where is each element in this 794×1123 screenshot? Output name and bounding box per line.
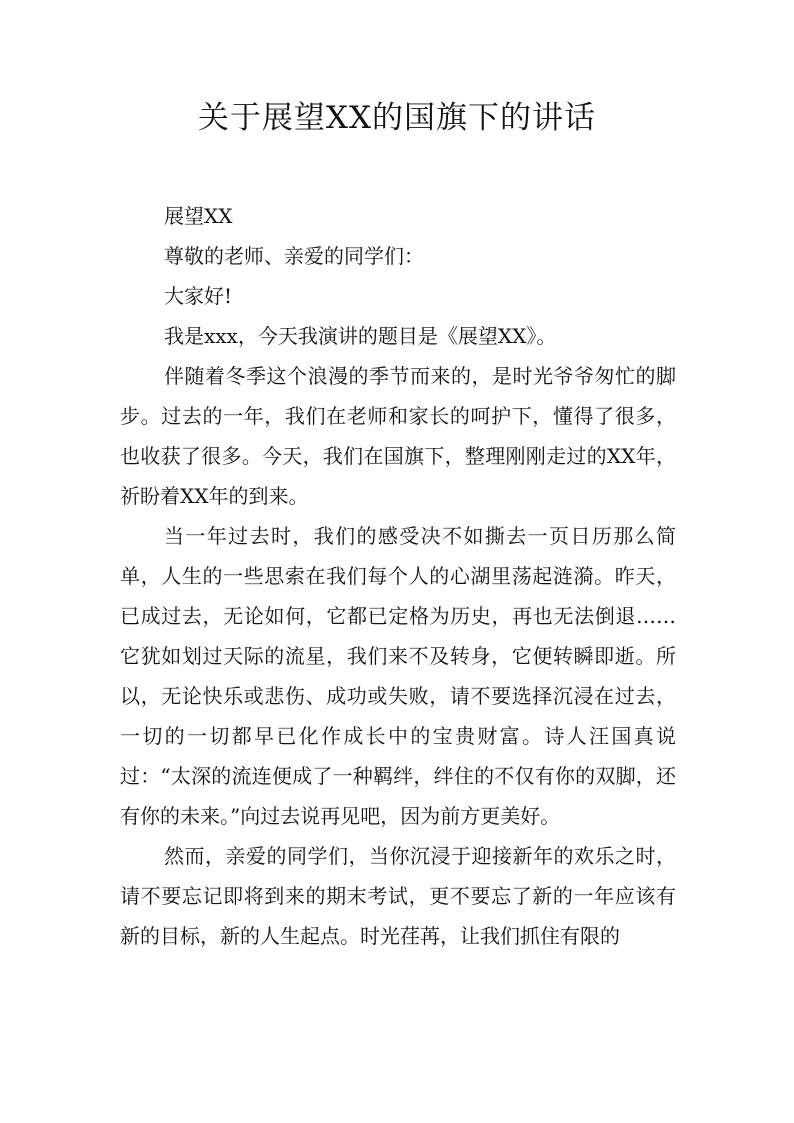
paragraph-heading: 展望XX	[164, 204, 233, 228]
paragraph-body-2: 当一年过去时，我们的感受决不如撕去一页日历那么简单，人生的一些思索在我们每个人的心湖里荡起涟漪。昨天，已成过去，无论如何，它都已定格为历史，再也无法倒退……它犹如划过天际的流星，我们来不及转身，它便转瞬即逝。所以，无论快乐或悲伤、成功或失败，请不要选择沉浸在过去，一切的一切都早已化作成长中的宝贵财富。诗人汪国真说过：“太深的流连便成了一种羁绊，绊住的不仅有你的双脚，还有你的未来。”向过去说再见吧，因为前方更美好。	[120, 524, 676, 828]
paragraph-body-1: 伴随着冬季这个浪漫的季节而来的，是时光爷爷匆忙的脚步。过去的一年，我们在老师和家长的呵护下，懂得了很多，也收获了很多。今天，我们在国旗下，整理刚刚走过的XX年，祈盼着XX年的到来。	[120, 364, 676, 508]
paragraph-salutation: 尊敬的老师、亲爱的同学们：	[164, 244, 424, 268]
document-title: 关于展望XX的国旗下的讲话	[197, 100, 597, 136]
paragraph-greeting: 大家好!	[164, 284, 233, 308]
document-body	[120, 196, 676, 956]
paragraph-body-3: 然而，亲爱的同学们，当你沉浸于迎接新年的欢乐之时，请不要忘记即将到来的期末考试，更不要忘了新的一年应该有新的目标，新的人生起点。时光荏苒，让我们抓住有限的	[120, 844, 676, 948]
paragraph-introduction: 我是xxx，今天我演讲的题目是《展望XX》。	[164, 324, 557, 348]
